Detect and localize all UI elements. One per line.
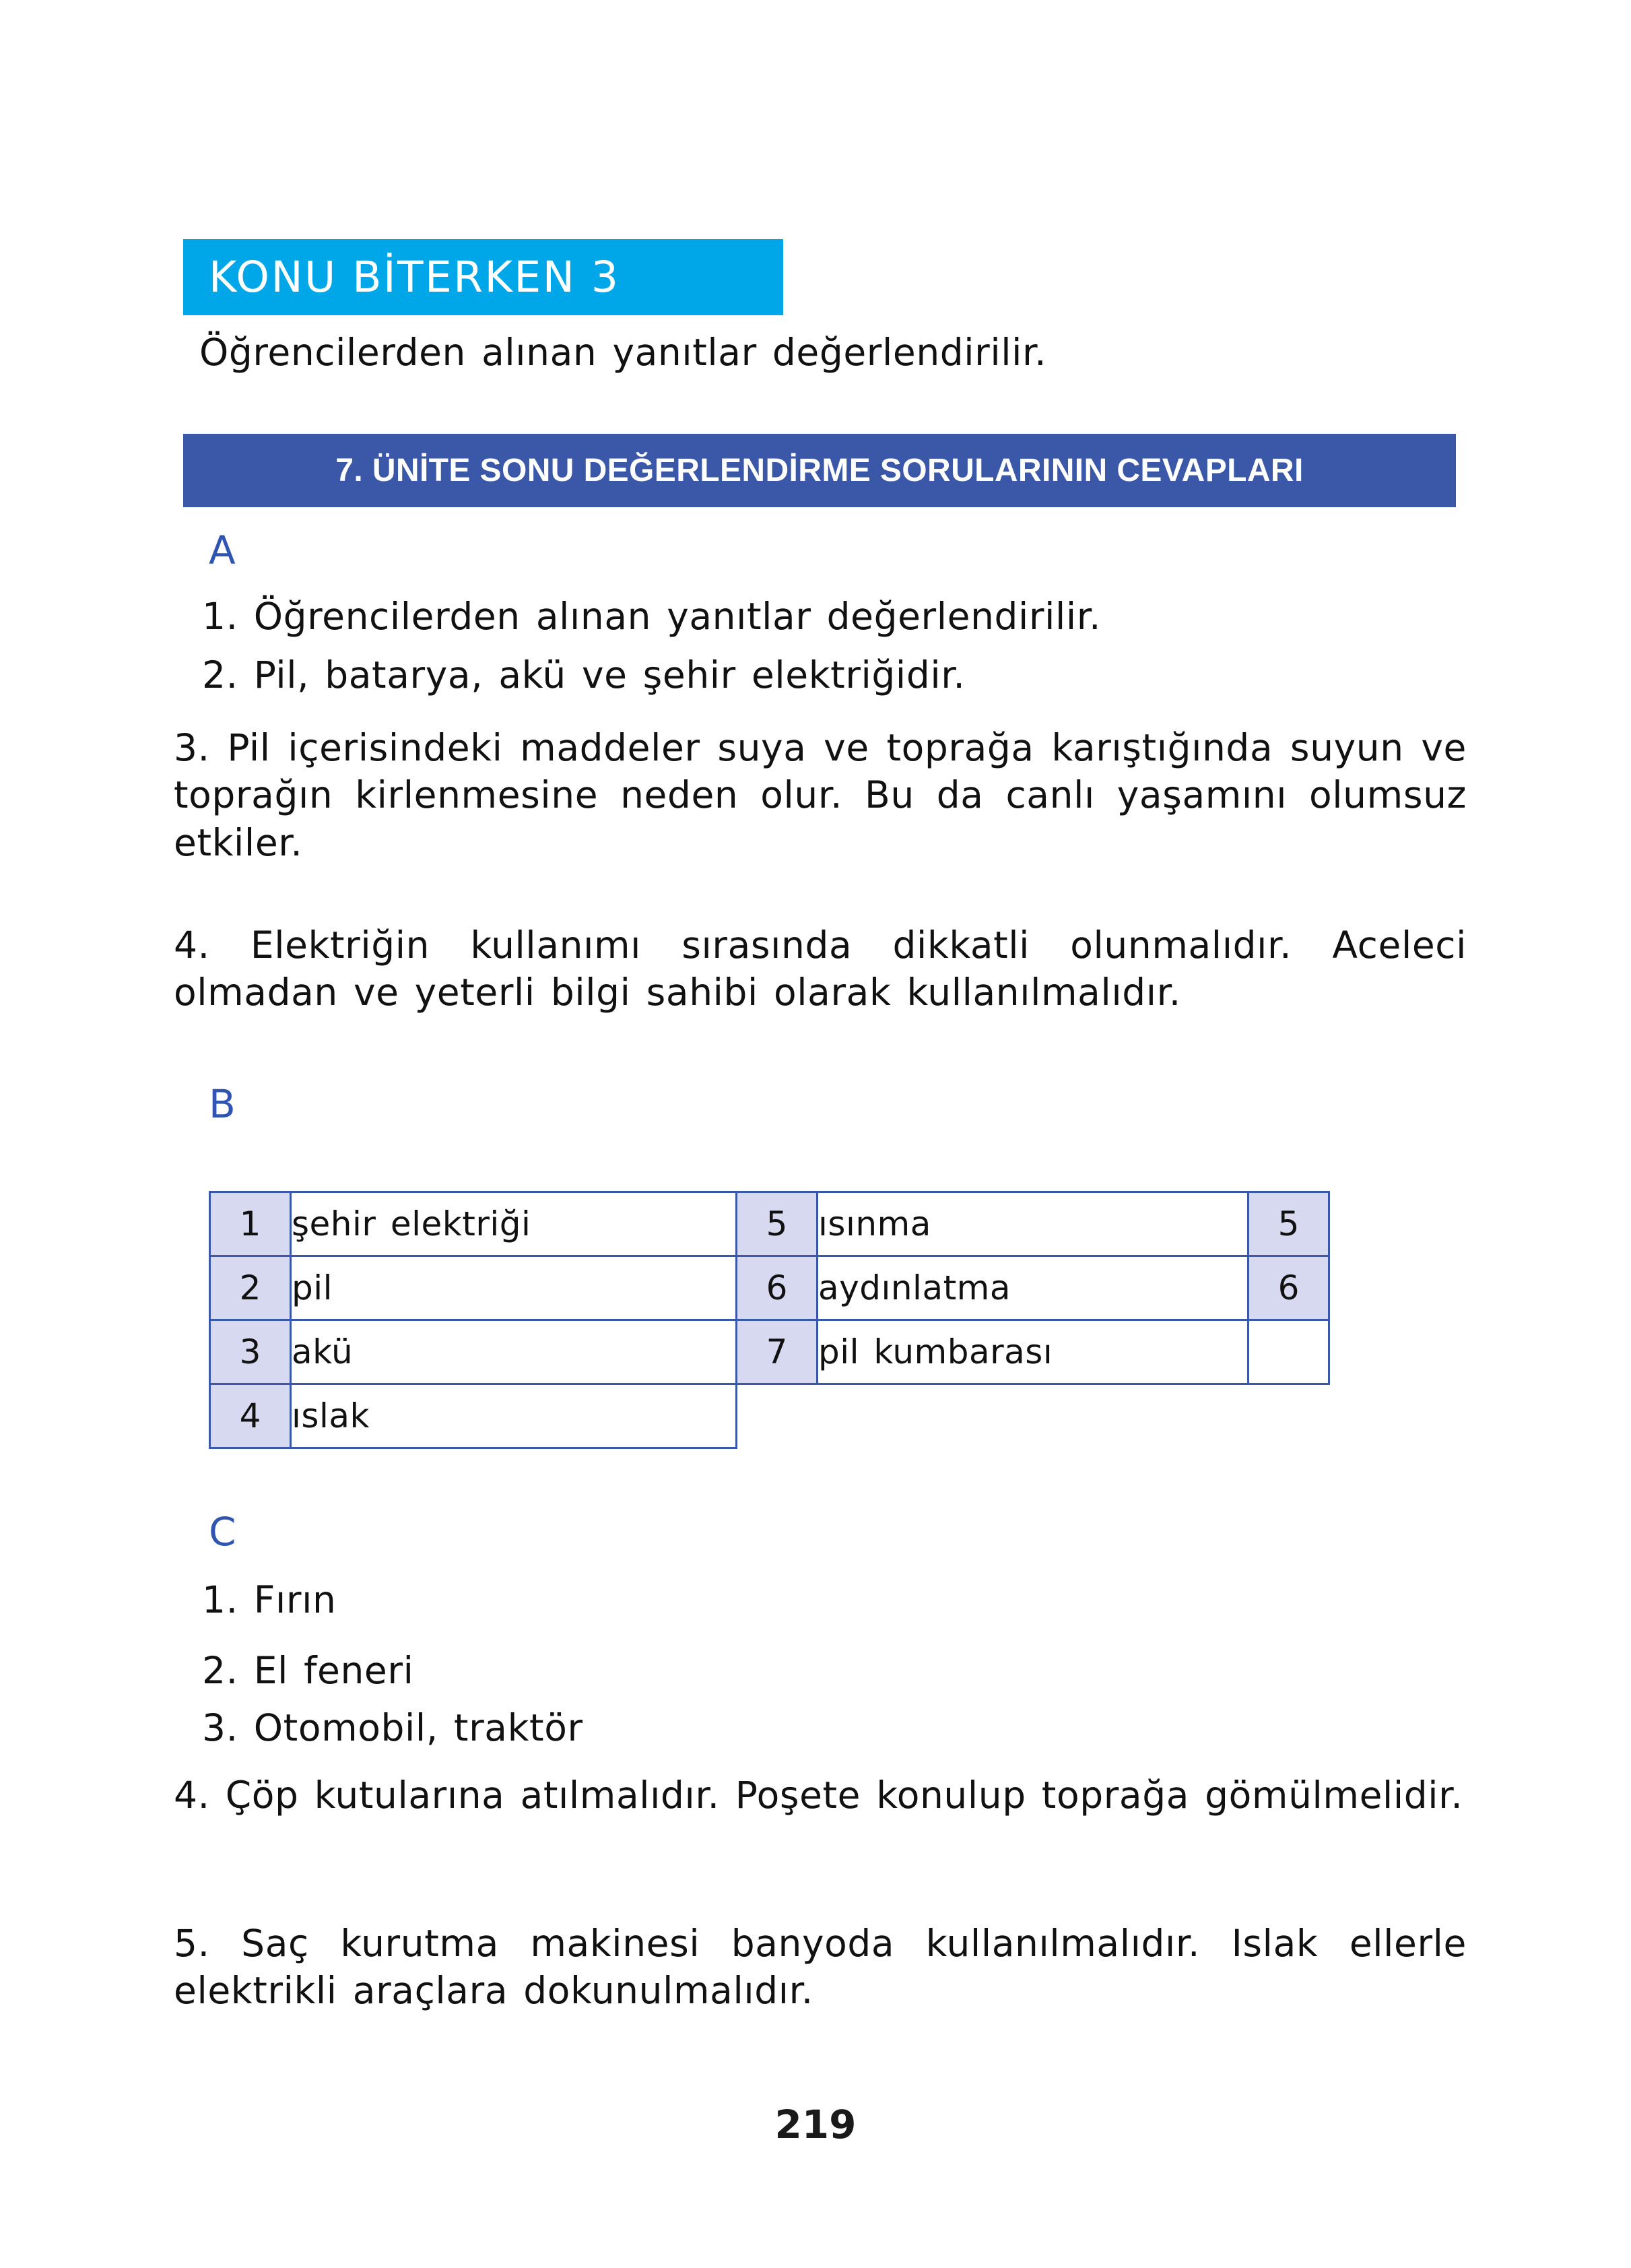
table-row [210,1256,1329,1320]
answer-c-3: 3. Otomobil, traktör [202,1706,583,1749]
topic-banner [183,239,783,315]
table-cell-right-number: 5 [1249,1192,1329,1256]
section-letter-a: A [209,527,236,573]
answer-c-5: 5. Saç kurutma makinesi banyoda kullanılmalıdır. Islak ellerle elektrikli araçlara dokunulmalıdır. [174,1922,1467,2013]
table-cell-right-text: ısınma [818,1192,1249,1256]
table-cell-left-number: 4 [210,1384,291,1448]
table-cell-left-text: pil [291,1256,737,1320]
table-cell-right-text: aydınlatma [818,1256,1249,1320]
table-row [210,1384,1329,1448]
topic-banner-label: KONU BİTERKEN 3 [209,253,620,302]
section-letter-b: B [209,1081,236,1127]
table-cell-left-text: ıslak [291,1384,737,1448]
table-cell-mid-number: 7 [737,1320,818,1384]
table-cell-left-number: 2 [210,1256,291,1320]
answer-c-1: 1. Fırın [202,1578,337,1621]
table-row [210,1320,1329,1384]
unit-banner [183,434,1456,507]
answer-c-4: 4. Çöp kutularına atılmalıdır. Poşete konulup toprağa gömülmelidir. [174,1774,1463,1817]
page-number: 219 [774,2102,857,2147]
table-row [210,1192,1329,1256]
table-cell-right-number-empty [1249,1320,1329,1384]
table-cell-right-number: 6 [1249,1256,1329,1320]
matching-table [209,1191,1330,1449]
table-cell-left-number: 3 [210,1320,291,1384]
answer-a-4: 4. Elektriğin kullanımı sırasında dikkatli olunmalıdır. Aceleci olmadan ve yeterli bilgi sahibi olarak kullanılmalıdır. [174,924,1467,1014]
answer-a-1: 1. Öğrencilerden alınan yanıtlar değerlendirilir. [202,595,1102,638]
table-cell-left-text: şehir elektriği [291,1192,737,1256]
answer-a-3: 3. Pil içerisindeki maddeler suya ve toprağa karıştığında suyun ve toprağın kirlenmesine neden olur. Bu da canlı yaşamını olumsuz etkiler. [174,726,1467,864]
table-cell-mid-empty [737,1384,818,1448]
answer-a-2: 2. Pil, batarya, akü ve şehir elektriğidir. [202,653,966,696]
table-cell-left-number: 1 [210,1192,291,1256]
table-cell-mid-number: 6 [737,1256,818,1320]
table-cell-right-text-empty [818,1384,1249,1448]
section-letter-c: C [209,1509,236,1555]
answer-c-2: 2. El feneri [202,1649,414,1692]
table-cell-left-text: akü [291,1320,737,1384]
unit-banner-label: 7. ÜNİTE SONU DEĞERLENDİRME SORULARININ CEVAPLARI [335,452,1304,488]
table-cell-right-number-empty [1249,1384,1329,1448]
table-cell-mid-number: 5 [737,1192,818,1256]
table-cell-right-text: pil kumbarası [818,1320,1249,1384]
intro-paragraph: Öğrencilerden alınan yanıtlar değerlendirilir. [199,331,1047,374]
